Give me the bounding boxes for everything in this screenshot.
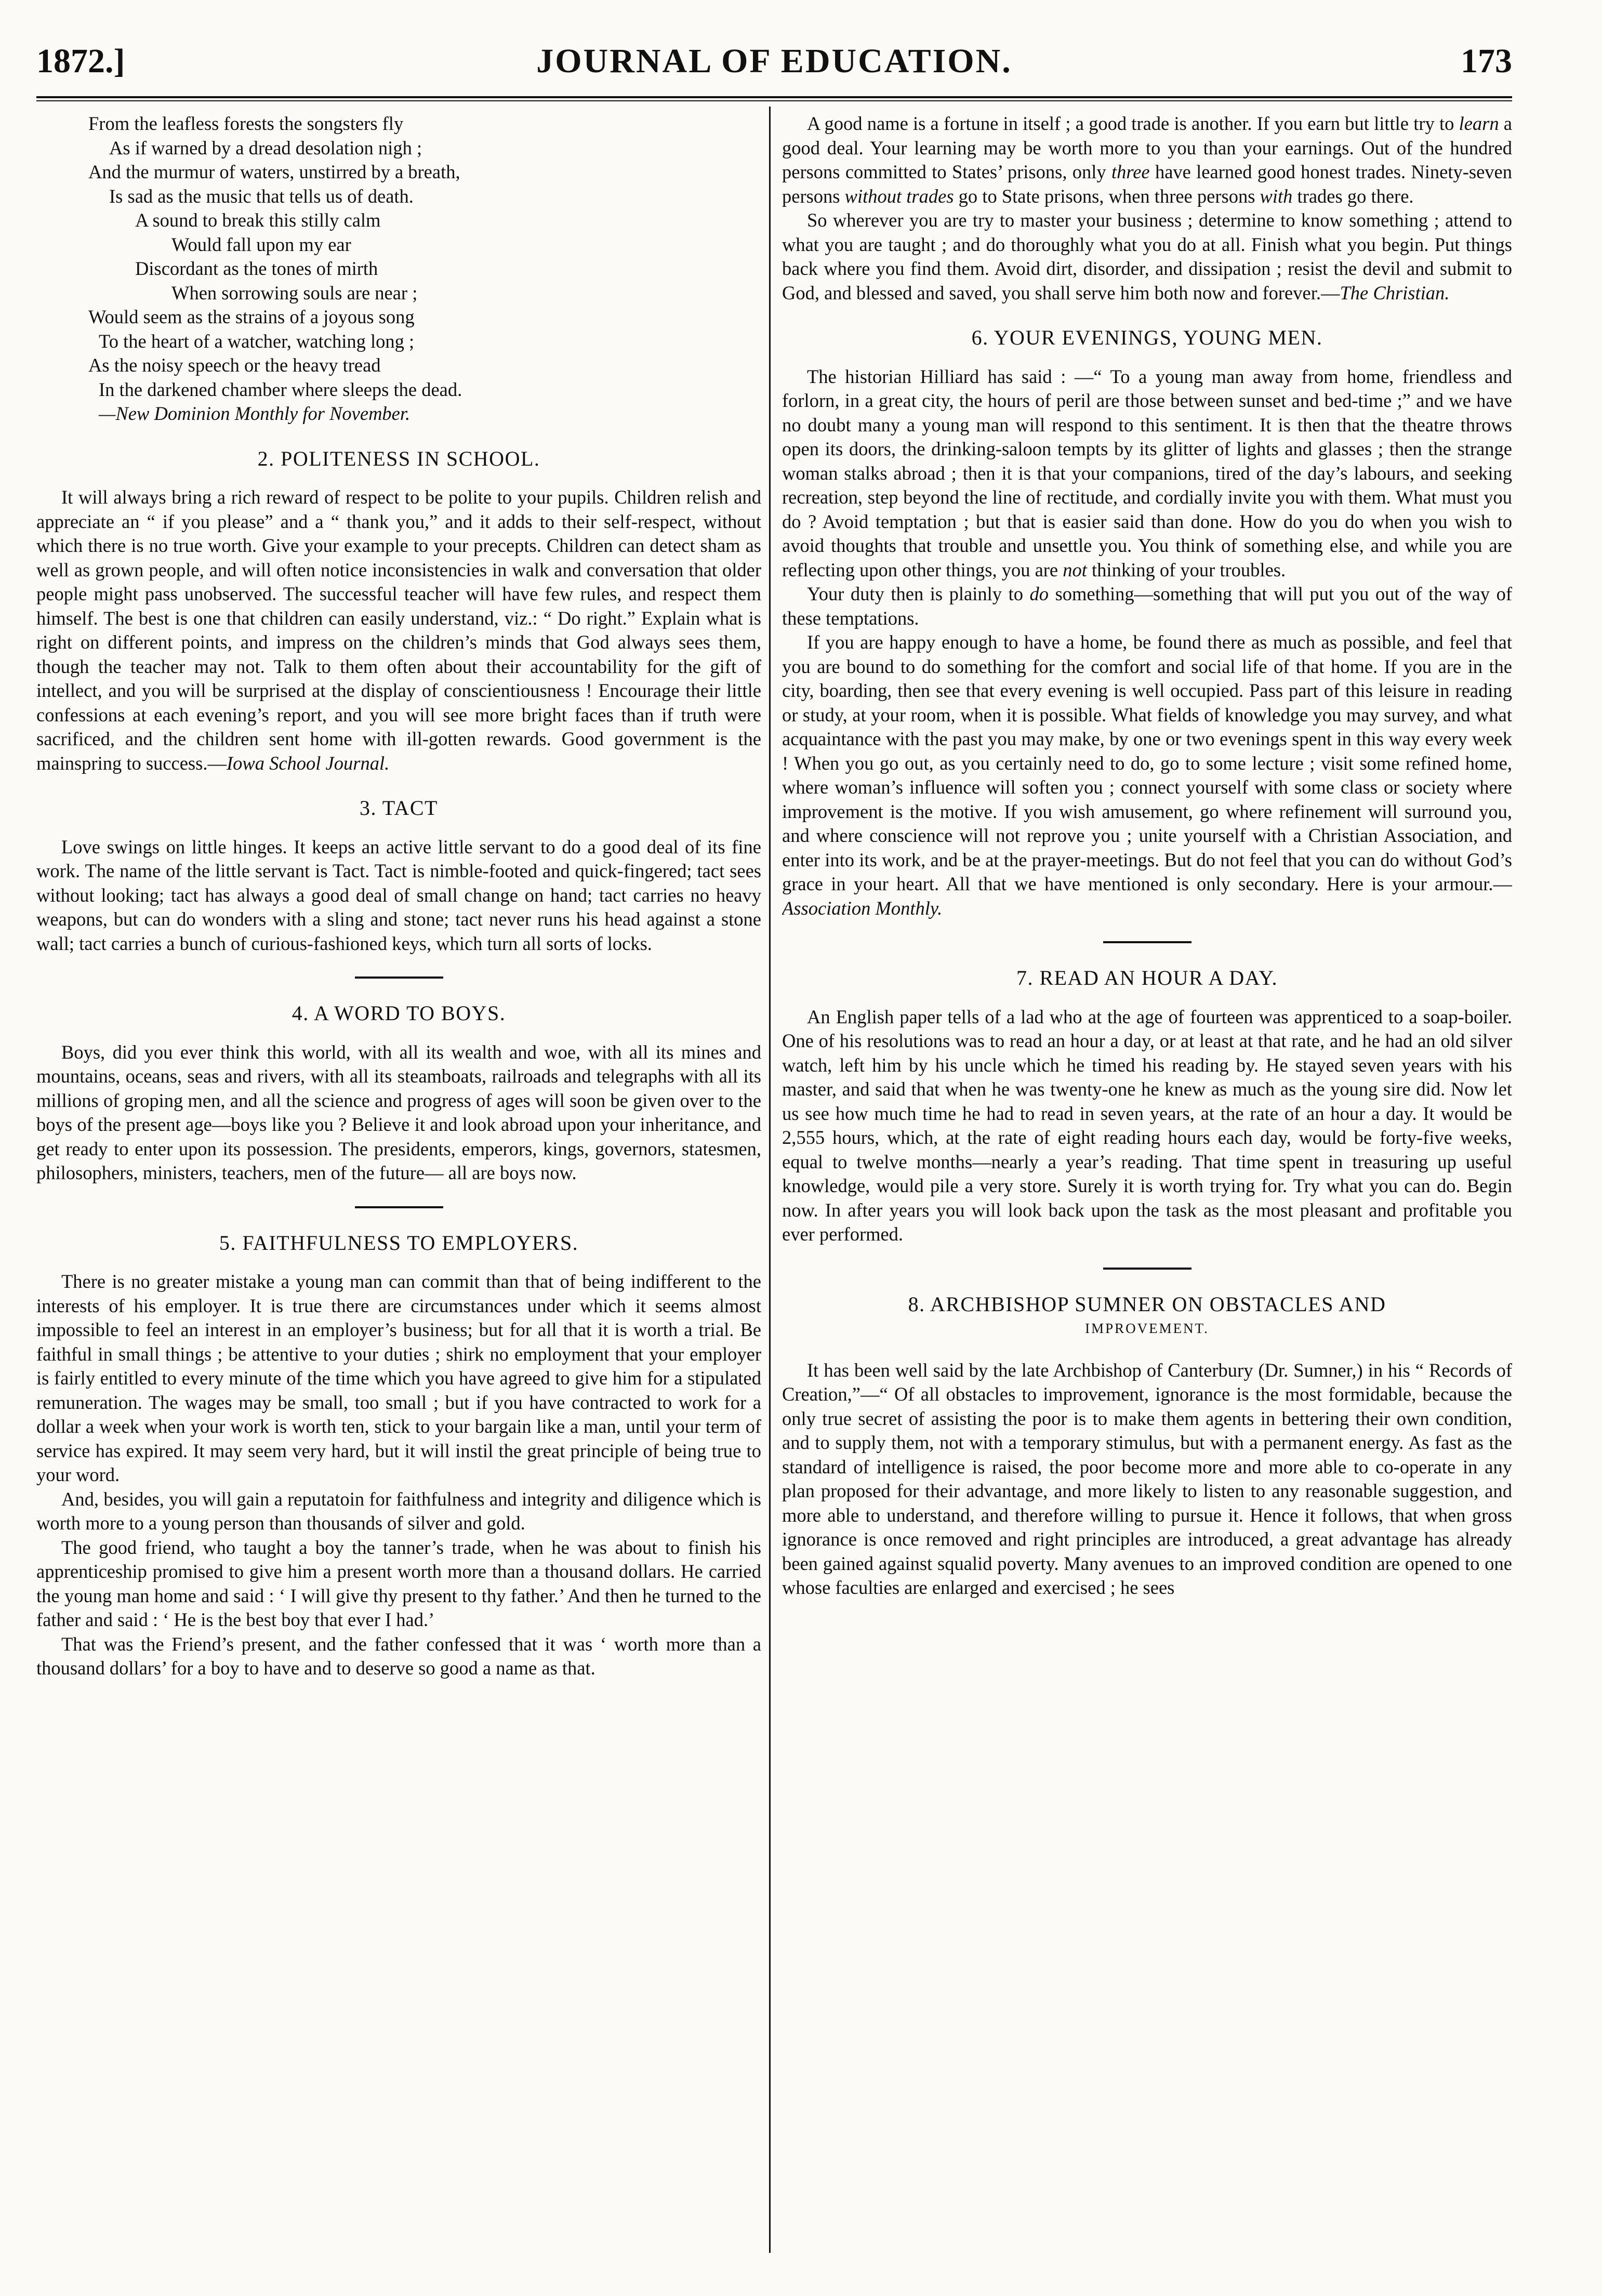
boys-text: Boys, did you ever think this world, with all its wealth and woe, with all its mines and mountains, oceans, seas and rivers, with all its steamboats, railroads and telegraphs with all its millions of groping men, and all the science and progress of ages will soon be given over to the boys of the present age—boys like you ? Believe it and look abroad upon your inheritance, and get ready to enter upon its possession. The presidents, emperors, kings, governors, statesmen, philosophers, ministers, teachers, men of the future— all are boys now. — [36, 1041, 761, 1183]
section-title-politeness: 2. POLITENESS IN SCHOOL. — [257, 446, 540, 470]
poem-line: And the murmur of waters, unstirred by a breath, — [88, 161, 460, 182]
left-column — [36, 112, 761, 2253]
right-column — [782, 112, 1512, 2253]
section-title-tact: 3. TACT — [359, 796, 438, 820]
poem-line: Would fall upon my ear — [171, 233, 351, 255]
section-title-faithfulness: 5. FAITHFULNESS TO EMPLOYERS. — [219, 1231, 579, 1255]
faithfulness-para-1: There is no greater mistake a young man can commit than that of being indifferent to the interests of his employer. It is true there are circumstances under which it seems almost impossible to feel an interest in an employer’s business; but for all that it is worth a trial. Be faithful in small things ; be attentive to your duties ; shirk no employment that your employer is fairly entitled to every minute of the time which you have agreed to give him for a stipulated remuneration. The wages may be small, too small ; but if you have contracted to work for a dollar a week when your work is worth ten, stick to your bargain like a man, until your term of service has expired. It may seem very hard, but it will instil the great principle of being true to your word. — [36, 1271, 761, 1485]
hour-text: An English paper tells of a lad who at the age of fourteen was apprenticed to a soap-boiler. One of his resolutions was to read an hour a day, or at least at that rate, and he had an old silver watch, left him by his uncle which he timed his reading by. He stayed seven years with his master, and said that when he was twenty-one he knew as much as the young sire did. Now let us see how much time he had to read in seven years, at the rate of an hour a day. It would be 2,555 hours, which, at the rate of eight reading hours each day, would be forty-five weeks, equal to twelve months—nearly a year’s reading. That time spent in treasuring up useful knowledge, would pile a very store. Surely it is worth trying for. Try what you can do. Begin now. In after years you will look back upon the task as the most pleasant and profitable you ever performed. — [782, 1006, 1512, 1245]
header-year: 1872.] — [36, 42, 125, 80]
evenings-para-2: Your duty then is plainly to do something—something that will put you out of the way of these temptations. — [782, 583, 1512, 629]
faithfulness-para-2: And, besides, you will gain a reputatoin for faithfulness and integrity and diligence which is worth more to a young person than thousands of silver and gold. — [36, 1488, 761, 1534]
politeness-source: Iowa School Journal. — [226, 752, 390, 774]
section-separator — [1103, 941, 1191, 943]
section-separator — [1103, 1268, 1191, 1270]
poem-line: Discordant as the tones of mirth — [135, 258, 378, 279]
section-title-hour: 7. READ AN HOUR A DAY. — [1016, 966, 1278, 989]
trade-para-2: So wherever you are try to master your business ; determine to know something ; attend to what you are taught ; and do thoroughly what you do at all. Finish what you begin. Put things back where you find them. Avoid dirt, disorder, and dissipation ; resist the devil and submit to God, and blessed and saved, you shall serve him both now and forever.—The Christian. — [782, 209, 1512, 304]
poem-line: To the heart of a watcher, watching long ; — [99, 330, 415, 352]
faithfulness-para-3: The good friend, who taught a boy the tanner’s trade, when he was about to finish his apprenticeship promised to give him a present worth more than a thousand dollars. He carried the young man home and said : ‘ I will give thy present to thy father.’ And then he turned to the father and said : ‘ He is the best boy that ever I had.’ — [36, 1536, 761, 1630]
trade-source: The Christian. — [1340, 282, 1450, 304]
poem-line: A sound to break this stilly calm — [135, 209, 381, 231]
header-rule-thin — [36, 100, 1512, 101]
poem-line: Would seem as the strains of a joyous song — [88, 306, 415, 327]
page-number: 173 — [1461, 42, 1512, 80]
sumner-text: It has been well said by the late Archbishop of Canterbury (Dr. Sumner,) in his “ Records of Creation,”—“ Of all obstacles to improvement, ignorance is the most formidable, because the only true secret of assisting the poor is to make them agents in bettering their own condition, and to supply them, not with a temporary stimulus, but with a permanent energy. As fast as the standard of intelligence is raised, the poor become more and more able to co-operate in any plan proposed for their advantage, and more likely to listen to any reasonable suggestion, and more able to understand, and therefore willing to pursue it. Hence it follows, that when gross ignorance is once removed and right principles are introduced, a great advantage has already been gained against squalid poverty. Many avenues to an improved condition are opened to one whose faculties are enlarged and exercised ; he sees — [782, 1359, 1512, 1598]
poem-line: Is sad as the music that tells us of death. — [109, 185, 414, 207]
poem-line: As the noisy speech or the heavy tread — [88, 354, 381, 376]
faithfulness-para-4: That was the Friend’s present, and the father confessed that it was ‘ worth more than a thousand dollars’ for a boy to have and to deserve so good a name as that. — [36, 1633, 761, 1679]
trade-para-1: A good name is a fortune in itself ; a good trade is another. If you earn but little try to learn a good deal. Your learning may be worth more to you than your earnings. Out of the hundred persons committed to States’ prisons, only three have learned good honest trades. Ninety-seven persons without trades go to State prisons, when three persons with trades go there. — [782, 113, 1512, 207]
header-rule — [36, 96, 1512, 98]
journal-page — [36, 36, 1512, 2261]
section-title-sumner: 8. ARCHBISHOP SUMNER ON OBSTACLES AND — [908, 1292, 1386, 1316]
tact-text: Love swings on little hinges. It keeps an active little servant to do a good deal of its fine work. The name of the little servant is Tact. Tact is nimble-footed and quick-fingered; tact sees without looking; tact has always a good deal of small change on hand; tact carries no heavy weapons, but can do wonders with a sling and stone; tact never runs his head against a stone wall; tact carries a bunch of curious-fashioned keys, which turn all sorts of locks. — [36, 836, 761, 954]
section-title-evenings: 6. YOUR EVENINGS, YOUNG MEN. — [971, 326, 1323, 349]
poem-line: From the leafless forests the songsters fly — [88, 113, 404, 134]
section-separator — [355, 977, 443, 979]
poem — [88, 112, 761, 426]
evenings-para-3: If you are happy enough to have a home, be found there as much as possible, and feel that you are bound to do something for the comfort and social life of that home. If you are in the city, boarding, then see that every evening is well occupied. Pass part of this leisure in reading or study, at your room, when it is possible. What fields of knowledge you may survey, and what acquaintance with the past you may make, by one or two evenings spent in this way every week ! When you go out, as you certainly need to do, go to some lecture ; visit some refined home, where woman’s influence will soften you ; connect yourself with some class or society where improvement is the motive. If you wish amusement, go where refinement will surround you, and where conscience will not reprove you ; unite yourself with a Christian Association, and enter into its work, and be at the prayer-meetings. But do not feel that you can do without God’s grace in your heart. All that we have mentioned is only secondary. Here is your armour.—Association Monthly. — [782, 631, 1512, 919]
politeness-text: It will always bring a rich reward of respect to be polite to your pupils. Children relish and appreciate an “ if you please” and a “ thank you,” and it adds to their self-respect, without which there is no true worth. Give your example to your precepts. Children can detect sham as well as grown people, and will often notice inconsistencies in walk and conversation that older people might pass unobserved. The successful teacher will have few rules, and respect them himself. The best is one that children can easily understand, viz.: “ Do right.” Explain what is right on different points, and impress on the children’s minds that God always sees them, though the teacher may not. Talk to them often about their accountability for the gift of intellect, and you will be surprised at the display of conscientiousness ! Encourage their little confessions at each evening’s report, and you will see more bright faces than if truth were sacrificed, and the children sent home with ill-gotten rewards. Good government is the mainspring to success.—Iowa School Journal. — [36, 486, 761, 774]
section-subtitle-sumner: IMPROVEMENT. — [1085, 1321, 1209, 1336]
column-divider — [769, 107, 771, 2253]
section-separator — [355, 1206, 443, 1208]
poem-line: As if warned by a dread desolation nigh ; — [109, 137, 422, 159]
evenings-source: Association Monthly. — [782, 897, 943, 919]
running-head — [36, 36, 1512, 94]
journal-title: JOURNAL OF EDUCATION. — [536, 42, 1012, 80]
poem-line: In the darkened chamber where sleeps the dead. — [99, 378, 462, 400]
poem-line: When sorrowing souls are near ; — [171, 282, 418, 304]
section-title-boys: 4. A WORD TO BOYS. — [292, 1001, 506, 1025]
evenings-para-1: The historian Hilliard has said : —“ To a young man away from home, friendless and forlorn, in a great city, the hours of peril are those between sunset and bed-time ;” and we have no doubt many a young man will respond to this sentiment. It is then that the theatre throws open its doors, the drinking-saloon tempts by its glitter of lights and glasses ; then the strange woman stalks abroad ; then it is that your companions, tired of the day’s labours, and seeking recreation, step beyond the line of rectitude, and cordially invite you with them. What must you do ? Avoid temptation ; but that is easier said than done. How do you do when you wish to avoid thoughts that trouble and unsettle you. You think of something else, and while you are reflecting upon other things, you are not thinking of your troubles. — [782, 365, 1512, 580]
poem-source: —New Dominion Monthly for November. — [99, 403, 411, 424]
